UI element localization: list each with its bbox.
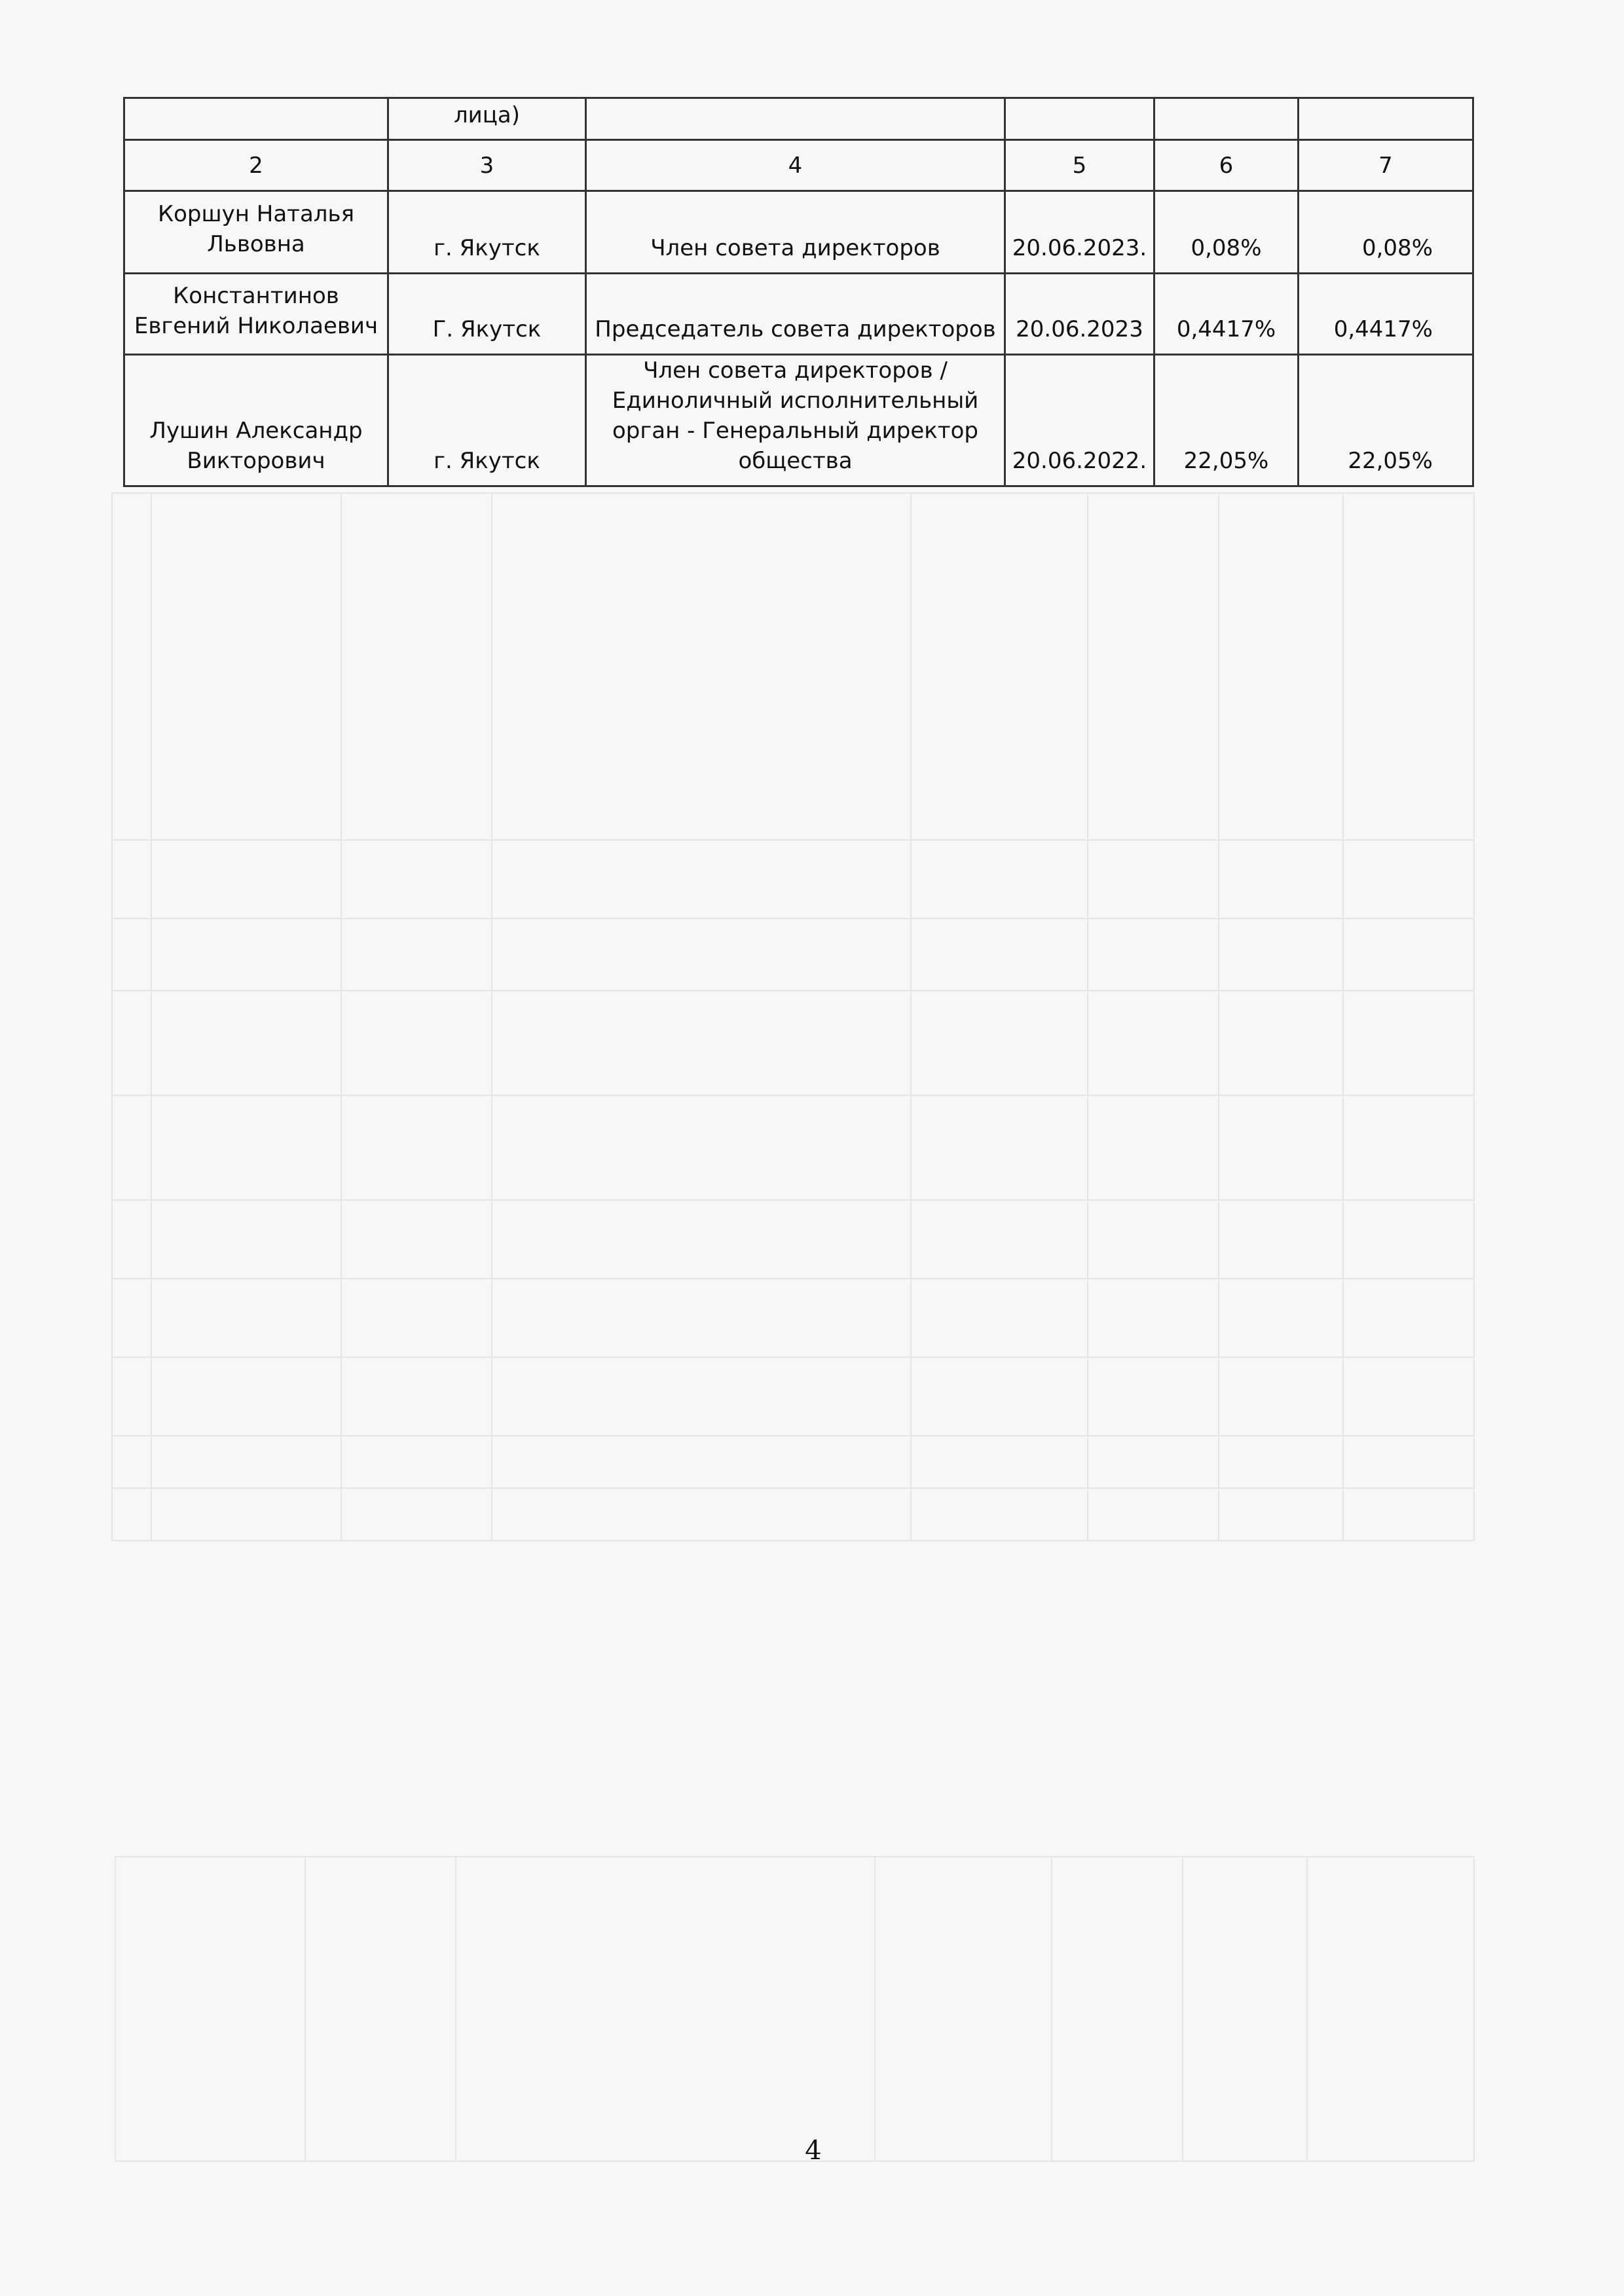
header-cell-2 bbox=[388, 98, 586, 140]
header-cell-1 bbox=[124, 98, 388, 140]
column-number: 3 bbox=[388, 140, 586, 191]
header-cell-5 bbox=[1154, 98, 1299, 140]
bleed-through-table-lower bbox=[115, 1856, 1475, 2162]
column-number: 2 bbox=[124, 140, 388, 191]
table-row bbox=[124, 274, 1473, 355]
basis-date: 20.06.2023 bbox=[1005, 274, 1154, 355]
header-text-persons: лица) bbox=[453, 102, 521, 128]
header-cell-6 bbox=[1299, 98, 1473, 140]
person-name: Лушин Александр Викторович bbox=[124, 355, 388, 486]
person-basis: Председатель совета директоров bbox=[586, 274, 1005, 355]
person-basis: Член совета директоров bbox=[586, 191, 1005, 274]
person-place: г. Якутск bbox=[388, 355, 586, 486]
table-row bbox=[124, 191, 1473, 274]
share-capital: 0,08% bbox=[1154, 191, 1299, 274]
affiliated-persons-table bbox=[123, 97, 1474, 487]
column-number: 4 bbox=[586, 140, 1005, 191]
page-number: 4 bbox=[805, 2136, 822, 2166]
column-number: 5 bbox=[1005, 140, 1154, 191]
share-capital: 22,05% bbox=[1154, 355, 1299, 486]
bleed-through-table bbox=[111, 492, 1475, 1541]
person-name: Константинов Евгений Николаевич bbox=[124, 274, 388, 355]
person-name: Коршун Наталья Львовна bbox=[124, 191, 388, 274]
person-place: Г. Якутск bbox=[388, 274, 586, 355]
header-tail-row bbox=[124, 98, 1473, 140]
header-cell-4 bbox=[1005, 98, 1154, 140]
column-number-row bbox=[124, 140, 1473, 191]
person-place: г. Якутск bbox=[388, 191, 586, 274]
table-row bbox=[124, 355, 1473, 486]
column-number: 6 bbox=[1154, 140, 1299, 191]
share-capital: 0,4417% bbox=[1154, 274, 1299, 355]
basis-date: 20.06.2022. bbox=[1005, 355, 1154, 486]
column-number: 7 bbox=[1299, 140, 1473, 191]
header-cell-3 bbox=[586, 98, 1005, 140]
share-votes: 0,08% bbox=[1299, 191, 1473, 274]
share-votes: 0,4417% bbox=[1299, 274, 1473, 355]
basis-date: 20.06.2023. bbox=[1005, 191, 1154, 274]
person-basis: Член совета директоров / Единоличный исполнительный орган - Генеральный директор общества bbox=[586, 355, 1005, 486]
share-votes: 22,05% bbox=[1299, 355, 1473, 486]
